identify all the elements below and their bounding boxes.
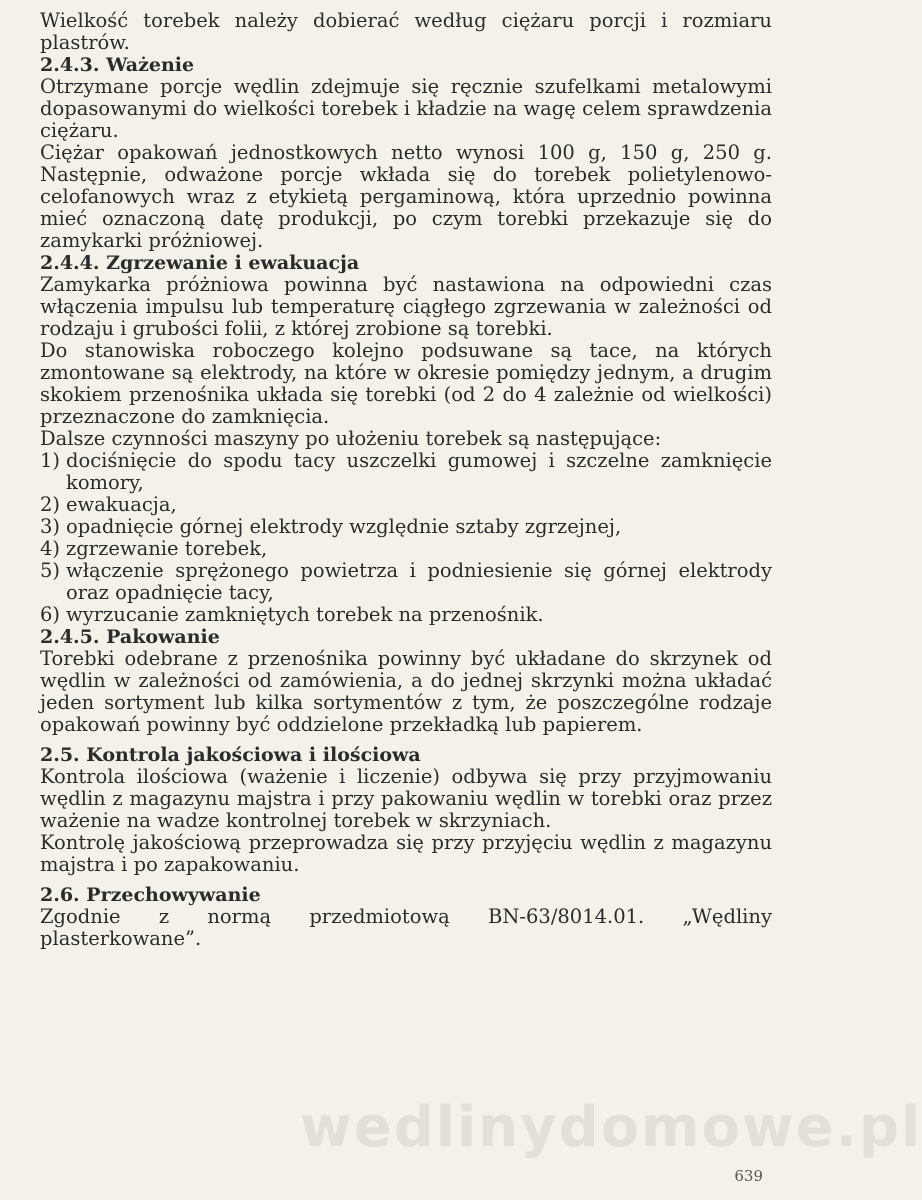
list-item xyxy=(40,450,772,494)
machine-steps-list xyxy=(40,450,772,626)
list-number: 6) xyxy=(40,603,61,626)
paragraph: Dalsze czynności maszyny po ułożeniu torebek są następujące: xyxy=(40,427,662,450)
list-number: 1) xyxy=(40,449,61,472)
list-text: zgrzewanie torebek, xyxy=(66,537,268,560)
section-2-4-4-heading: 2.4.4. Zgrzewanie i ewakuacja xyxy=(40,252,360,274)
paragraph: Torebki odebrane z przenośnika powinny być układane do skrzynek od wędlin w zależności od zamówienia, a do jednej skrzynki można układać jeden sortyment lub kilka sortymentów z tym, że poszczególne rodzaje opakowań powinny być oddzielone przekładką lub papierem. xyxy=(40,647,772,736)
list-number: 5) xyxy=(40,559,61,582)
watermark: wedlinydomowe.pl xyxy=(300,1095,922,1160)
document-page xyxy=(40,10,772,950)
list-item xyxy=(40,516,772,538)
list-text: wyrzucanie zamkniętych torebek na przenośnik. xyxy=(66,603,544,626)
paragraph: Ciężar opakowań jednostkowych netto wynosi 100 g, 150 g, 250 g. Następnie, odważone porcje wkłada się do torebek polietylenowo-celofanowych wraz z etykietą pergaminową, która uprzednio powinna mieć oznaczoną datę produkcji, po czym torebki przekazuje się do zamykarki próżniowej. xyxy=(40,141,772,252)
section-2-4-5-heading: 2.4.5. Pakowanie xyxy=(40,626,220,648)
section-2-6-heading: 2.6. Przechowywanie xyxy=(40,884,261,906)
list-item xyxy=(40,560,772,604)
list-text: włączenie sprężonego powietrza i podniesienie się górnej elektrody oraz opadnięcie tacy, xyxy=(66,559,772,604)
list-number: 3) xyxy=(40,515,61,538)
list-number: 4) xyxy=(40,537,61,560)
section-2-4-3-heading: 2.4.3. Ważenie xyxy=(40,54,195,76)
paragraph: Do stanowiska roboczego kolejno podsuwane są tace, na których zmontowane są elektrody, na które w okresie pomiędzy jednym, a drugim skokiem przenośnika układa się torebki (od 2 do 4 zależnie od wielkości) przeznaczone do zamknięcia. xyxy=(40,339,772,428)
list-text: opadnięcie górnej elektrody względnie sztaby zgrzejnej, xyxy=(66,515,622,538)
list-text: ewakuacja, xyxy=(66,493,177,516)
list-item xyxy=(40,604,772,626)
paragraph: Zgodnie z normą przedmiotową BN-63/8014.01. „Wędliny plasterkowane”. xyxy=(40,905,772,950)
intro-paragraph: Wielkość torebek należy dobierać według ciężaru porcji i rozmiaru plastrów. xyxy=(40,9,772,54)
list-text: dociśnięcie do spodu tacy uszczelki gumowej i szczelne zamknięcie komory, xyxy=(66,449,772,494)
page-number: 639 xyxy=(734,1167,763,1185)
list-item xyxy=(40,494,772,516)
paragraph: Otrzymane porcje wędlin zdejmuje się ręcznie szufelkami metalowymi dopasowanymi do wielkości torebek i kładzie na wagę celem sprawdzenia ciężaru. xyxy=(40,75,772,142)
list-number: 2) xyxy=(40,493,61,516)
paragraph: Kontrola ilościowa (ważenie i liczenie) odbywa się przy przyjmowaniu wędlin z magazynu majstra i przy pakowaniu wędlin w torebki oraz przez ważenie na wadze kontrolnej torebek w skrzyniach. xyxy=(40,765,772,832)
paragraph: Kontrolę jakościową przeprowadza się przy przyjęciu wędlin z magazynu majstra i po zapakowaniu. xyxy=(40,831,772,876)
section-2-5-heading: 2.5. Kontrola jakościowa i ilościowa xyxy=(40,744,421,766)
paragraph: Zamykarka próżniowa powinna być nastawiona na odpowiedni czas włączenia impulsu lub temperaturę ciągłego zgrzewania w zależności od rodzaju i grubości folii, z której zrobione są torebki. xyxy=(40,273,772,340)
list-item xyxy=(40,538,772,560)
